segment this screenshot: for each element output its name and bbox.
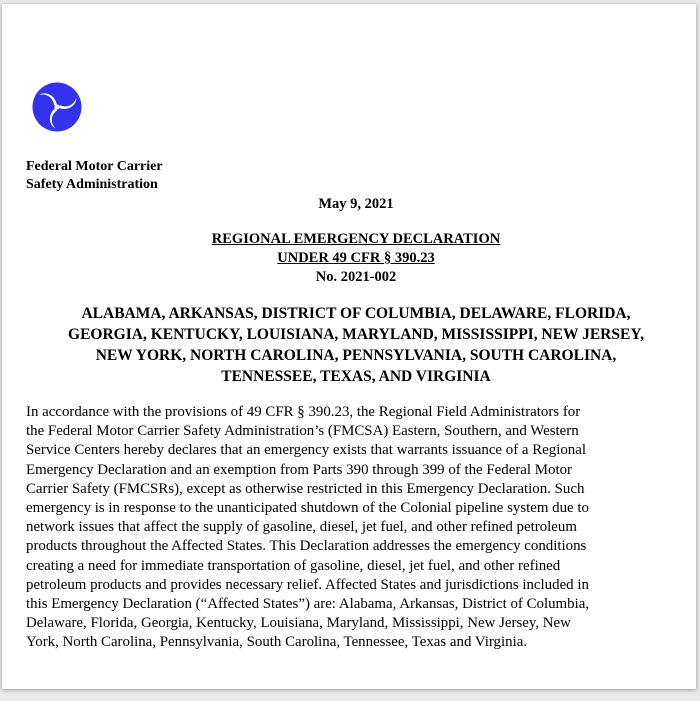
dot-triskelion-logo-icon: [32, 82, 82, 132]
body-line: emergency is in response to the unanticipated shutdown of the Colonial pipeline system due to: [26, 500, 589, 517]
declaration-title-line: UNDER 49 CFR § 390.23: [277, 250, 435, 266]
declaration-body: [26, 403, 686, 653]
body-line: creating a need for immediate transportation of gasoline, diesel, jet fuel, and other refined: [26, 557, 561, 574]
body-line: this Emergency Declaration (“Affected States”) are: Alabama, Arkansas, District of Columbia,: [26, 596, 590, 613]
body-line: products throughout the Affected States. This Declaration addresses the emergency conditions: [26, 538, 587, 555]
affected-states-heading: [2, 303, 696, 387]
body-line: Service Centers hereby declares that an emergency exists that warrants issuance of a Regional: [26, 442, 586, 459]
body-line: petroleum products and provides necessary relief. Affected States and jurisdictions included in: [26, 576, 589, 593]
body-line: network issues that affect the supply of gasoline, diesel, jet fuel, and other refined petroleum: [26, 519, 577, 536]
declaration-heading: [2, 230, 696, 287]
declaration-title-line: REGIONAL EMERGENCY DECLARATION: [211, 231, 501, 247]
body-line: York, North Carolina, Pennsylvania, South Carolina, Tennessee, Texas and Virginia.: [26, 634, 528, 651]
states-line: GEORGIA, KENTUCKY, LOUISIANA, MARYLAND, MISSISSIPPI, NEW JERSEY,: [68, 326, 644, 343]
declaration-date: May 9, 2021: [318, 196, 394, 212]
body-line: Emergency Declaration and an exemption from Parts 390 through 399 of the Federal Motor: [26, 461, 572, 478]
body-line: the Federal Motor Carrier Safety Administration’s (FMCSA) Eastern, Southern, and Western: [26, 423, 579, 440]
states-line: ALABAMA, ARKANSAS, DISTRICT OF COLUMBIA, DELAWARE, FLORIDA,: [81, 305, 631, 322]
body-line: In accordance with the provisions of 49 CFR § 390.23, the Regional Field Administrators for: [26, 404, 581, 420]
agency-name: [26, 158, 163, 194]
body-line: Delaware, Florida, Georgia, Kentucky, Louisiana, Maryland, Mississippi, New Jersey, New: [26, 615, 571, 632]
agency-line: Safety Administration: [26, 177, 158, 192]
body-line: Carrier Safety (FMCSRs), except as otherwise restricted in this Emergency Declaration. Such: [26, 480, 585, 497]
states-line: NEW YORK, NORTH CAROLINA, PENNSYLVANIA, SOUTH CAROLINA,: [95, 347, 617, 364]
agency-line: Federal Motor Carrier: [26, 159, 163, 174]
document-page: [2, 4, 696, 689]
states-line: TENNESSEE, TEXAS, AND VIRGINIA: [221, 368, 491, 385]
declaration-number: No. 2021-002: [315, 269, 397, 285]
